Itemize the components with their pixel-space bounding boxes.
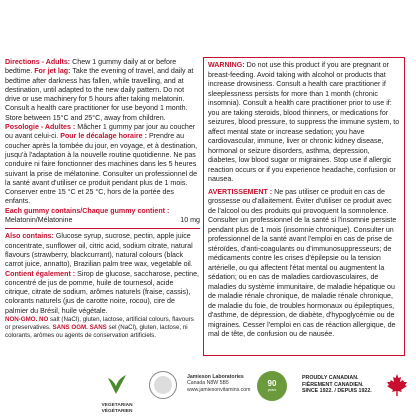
since-1922: SINCE 1922. / DEPUIS 1922. (302, 388, 372, 395)
posologie-heading: Posologie - Adultes : (5, 123, 76, 132)
posologie-text: Mâcher 1 gummy par jour au coucher ou avant celui-ci. (5, 123, 196, 141)
also-contains-section (5, 232, 200, 316)
divider (5, 228, 200, 229)
contient-text: Sirop de glucose, saccharose, pectine, concentré de jus de pomme, huile de tournesol, acide citrique, citrate de sodium, arômes naturels (fraise, cassis), colorants naturels (jus de carotte noire, rocou), cire de palmier du Brésil, huile végétale. (5, 269, 199, 315)
ninety-years-badge (257, 371, 287, 401)
non-gmo-text: salt (NaCl), gluten, lactose, artificial colours, flavours or preservatives. (5, 316, 194, 332)
vegan-badge (97, 372, 137, 414)
badges-row (0, 370, 416, 416)
jetlag-text: Take the evening of travel, and daily at bedtime after darkness has fallen, while travelling, and at destination, until adapted to the new daily pattern. Do not drive or use machinery for 5 hours after taking melatonin. Consult a health care practitioner for use beyond 1 month. Store between 15°C and 25°C, away from children. (5, 67, 194, 122)
melatonin-row (5, 216, 200, 225)
contient-heading: Contient également : (5, 269, 76, 278)
melatonin-dose: 10 mg (180, 216, 200, 225)
proud-en: PROUDLY CANADIAN. (302, 375, 359, 381)
company-url: www.jamiesonvitamins.com (187, 386, 251, 393)
melatonin-label: Melatonin/Mélatonine (5, 216, 73, 225)
company-info (187, 374, 250, 393)
avertissement-text: Ne pas utiliser ce produit en cas de grossesse ou d'allaitement. Éviter d'utiliser ce produit avec de l'alcool ou des produits qui provoquent la somnolence. Consulter un professionnel de la santé si l'insomnie persiste pendant plus de 1 mois (insomnie chronique). Consulter un professionnel de la santé avant l'emploi en cas de prise de stéroïdes, d'anti-coagulants ou d'immunosuppresseurs; de médicaments contre les crises d'épilepsie ou la tension artérielle, ou qui affectent l'état mental ou augmentent la sédation; ou en cas de maladies cardiovasculaires, de maladies du système immunitaire, de maladie hépatique ou de maladie rénale chronique, de maladie rénale chronique, de maladie du foie, de troubles hormonaux ou épileptiques, d'asthme, de dépression, de diabète, d'hypoglycémie ou de migraines. Cesser l'emploi en cas de réaction allergique, de mal de tête, de confusion ou de nausée. (208, 187, 397, 338)
ninety-number: 90 (267, 379, 277, 388)
also-contains-heading: Also contains: (5, 232, 54, 241)
seal-icon (149, 371, 177, 399)
decalage-text: Prendre au coucher après la tombée du jour, en voyage, et à destination, jusqu'à l'adaptation à la nouvelle routine quotidienne. Ne pas conduire ni faire fonctionner des machines dans les 5 heures suivant la prise de mélatonine. Consulter un professionnel de la santé avant d'utiliser ce produit pendant plus de 1 mois. Conserver entre 15 °C et 25 °C, hors de la portée des enfants. (5, 132, 198, 206)
directions-column (5, 58, 200, 340)
ninety-text: years (267, 388, 277, 392)
sans-ogm-heading: SANS OGM. SANS (52, 324, 107, 332)
vegan-label-fr: VÉGÉTARIEN (101, 408, 133, 414)
proud-fr: FIÈREMENT CANADIEN. (302, 381, 364, 388)
warning-heading: WARNING: (208, 61, 245, 69)
gummy-heading: Each gummy contains/Chaque gummy contient : (5, 206, 170, 215)
directions-section (5, 58, 200, 123)
directions-text: Chew 1 gummy daily at or before bedtime. (5, 58, 177, 76)
avertissement-heading: AVERTISSEMENT : (208, 187, 273, 196)
jetlag-heading: For jet lag: (34, 67, 71, 76)
decalage-heading: Pour le décalage horaire : (60, 132, 147, 141)
warning-box (203, 57, 405, 356)
company-address: Canada N8W 5B5 (187, 380, 229, 387)
vegan-label-en: VEGETARIAN (101, 403, 133, 408)
sans-ogm-text: sel (NaCl), gluten, lactose, ni colorants, arômes ou agents de conservation artificiels. (5, 324, 188, 340)
vegan-leaf-icon (104, 372, 130, 398)
non-gmo-section (5, 316, 200, 340)
also-contains-text: Glucose syrup, sucrose, pectin, apple juice concentrate, sunflower oil, citric acid, sodium citrate, natural flavours (strawberry, blackcurrant), natural colours (black carrot juice, annatto), Brazilian palm tree wax, vegetable oil. (5, 232, 193, 269)
warning-section (208, 61, 400, 185)
warning-text: Do not use this product if you are pregnant or breast-feeding. Avoid taking with alcohol or products that increase drowsiness. Consult a health care practitioner if sleeplessness persists for more than 1 month (chronic insomnia). Consult a health care practitioner prior to use if: you are taking steroids, blood thinners, or medications for seizures, blood pressure, to suppress the immune system, to affect mental state or increase sedation; you have cardiovascular, immune, liver or chronic kidney disease, hormonal or seizure disorders, asthma, depression, diabetes, low blood sugar or migraines. Stop use if allergic reaction occurs or if you experience headache, confusion or nausea. (208, 61, 400, 183)
avertissement-section (208, 188, 400, 340)
maple-leaf-icon (385, 373, 409, 397)
posologie-section (5, 123, 200, 207)
non-gmo-heading: NON-GMO. NO (5, 316, 49, 324)
proudly-canadian (302, 375, 372, 395)
company-name: Jamieson Laboratories (187, 374, 244, 380)
directions-heading: Directions - Adults: (5, 58, 71, 66)
